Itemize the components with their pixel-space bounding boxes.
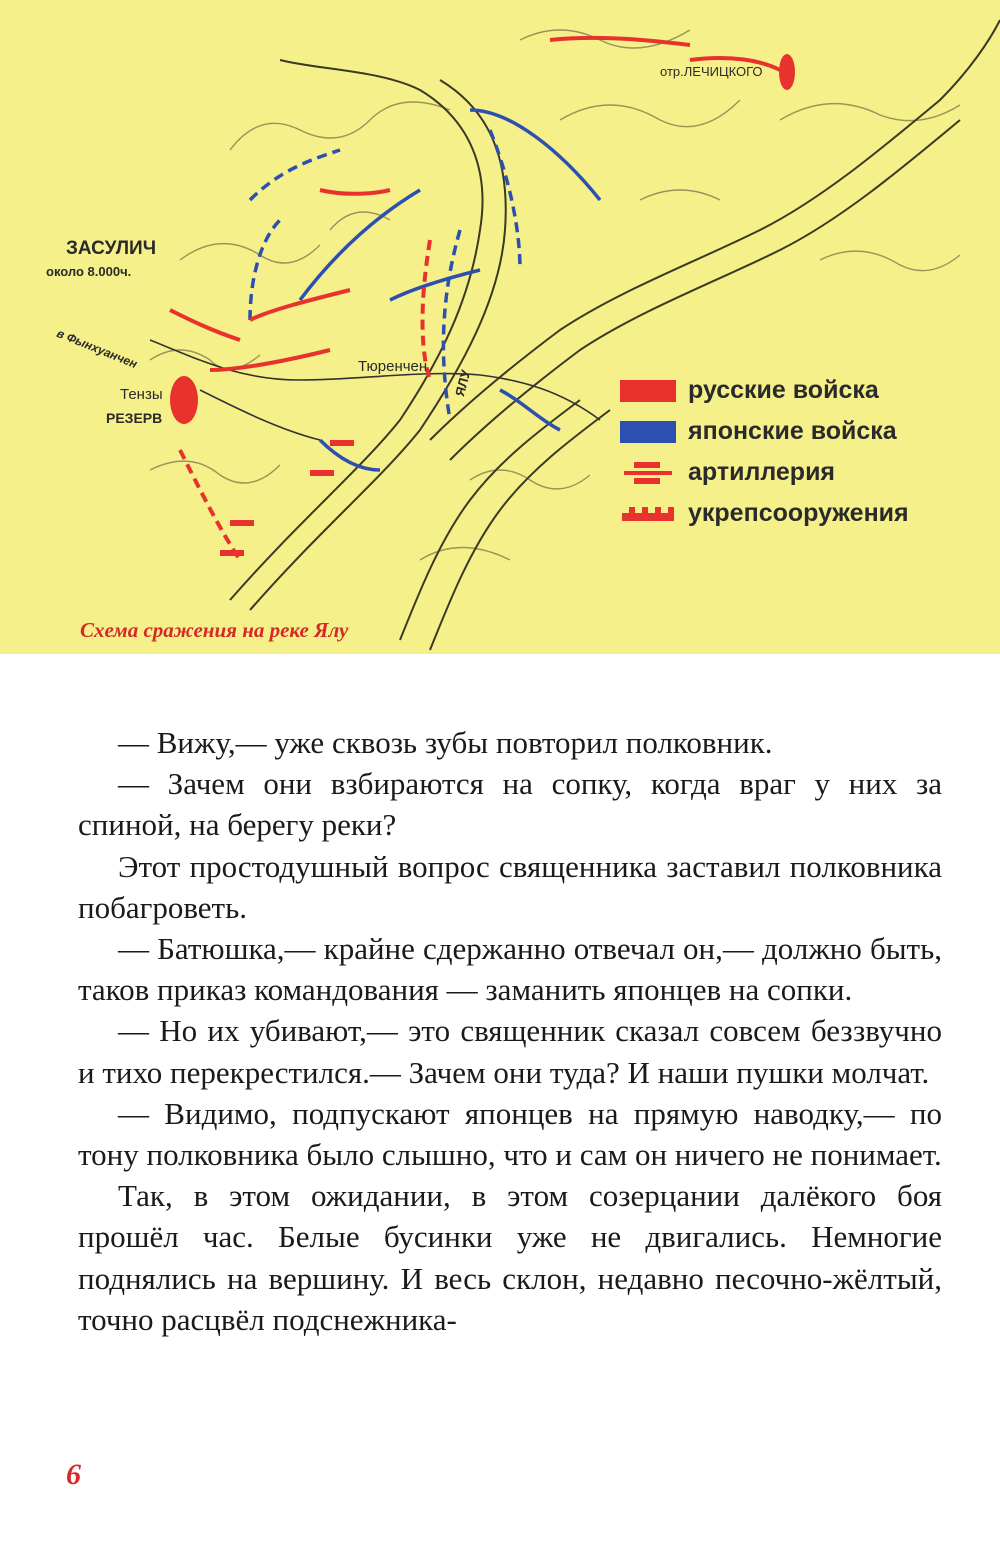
reserve-mark: [170, 376, 198, 424]
paragraph: — Батюшка,— крайне сдержанно отвечал он,— должно быть, таков приказ командования — заманить японцев на сопки.: [78, 931, 942, 1008]
map-drawing: [0, 0, 1000, 654]
body-text: [78, 722, 942, 1340]
map-caption: Схема сражения на реке Ялу: [80, 618, 349, 642]
map-legend: [620, 370, 909, 534]
label-tyurenchen: Тюренчен: [358, 358, 428, 375]
label-tenzy: Тензы: [120, 386, 163, 403]
paragraph: — Но их убивают,— это священник сказал совсем беззвучно и тихо перекрестился.— Зачем они туда? И наши пушки молчат.: [78, 1013, 942, 1090]
artillery-symbol-icon: [620, 462, 676, 484]
label-lechitsky: отр.ЛЕЧИЦКОГО: [660, 64, 763, 79]
paragraph: — Зачем они взбираются на сопку, когда враг у них за спиной, на берегу реки?: [78, 766, 942, 843]
paragraph: Этот простодушный вопрос священника заставил полковника побагроветь.: [78, 848, 942, 925]
legend-row-fortification: укрепсооружения: [620, 493, 909, 534]
red-bar-icon: [620, 380, 676, 402]
label-fynkhuanchen: в Фынхуанчен: [54, 326, 140, 372]
legend-row-artillery: артиллерия: [620, 452, 909, 493]
label-zasulich: ЗАСУЛИЧ: [66, 238, 157, 259]
label-yalu: ЯЛУ: [452, 368, 474, 398]
label-reserve: РЕЗЕРВ: [106, 410, 163, 426]
lechitsky-detachment-mark: [779, 54, 795, 90]
battle-map: [0, 0, 1000, 654]
blue-bar-icon: [620, 421, 676, 443]
paragraph: Так, в этом ожидании, в этом созерцании далёкого боя прошёл час. Белые бусинки уже не двигались. Немногие поднялись на вершину. И весь склон, недавно песочно-жёлтый, точно расцвёл подснежника-: [78, 1178, 942, 1337]
rivers-layer: [230, 20, 1000, 650]
legend-row-russian: русские войска: [620, 370, 909, 411]
fortification-symbol-icon: [620, 503, 676, 525]
paragraph: — Вижу,— уже сквозь зубы повторил полковник.: [118, 725, 773, 760]
label-zasulich-strength: около 8.000ч.: [46, 264, 132, 279]
page-number: 6: [66, 1458, 81, 1491]
roads-layer: [150, 340, 600, 440]
paragraph: — Видимо, подпускают японцев на прямую наводку,— по тону полковника было слышно, что и сам он ничего не понимает.: [78, 1095, 942, 1173]
legend-row-japanese: японские войска: [620, 411, 909, 452]
